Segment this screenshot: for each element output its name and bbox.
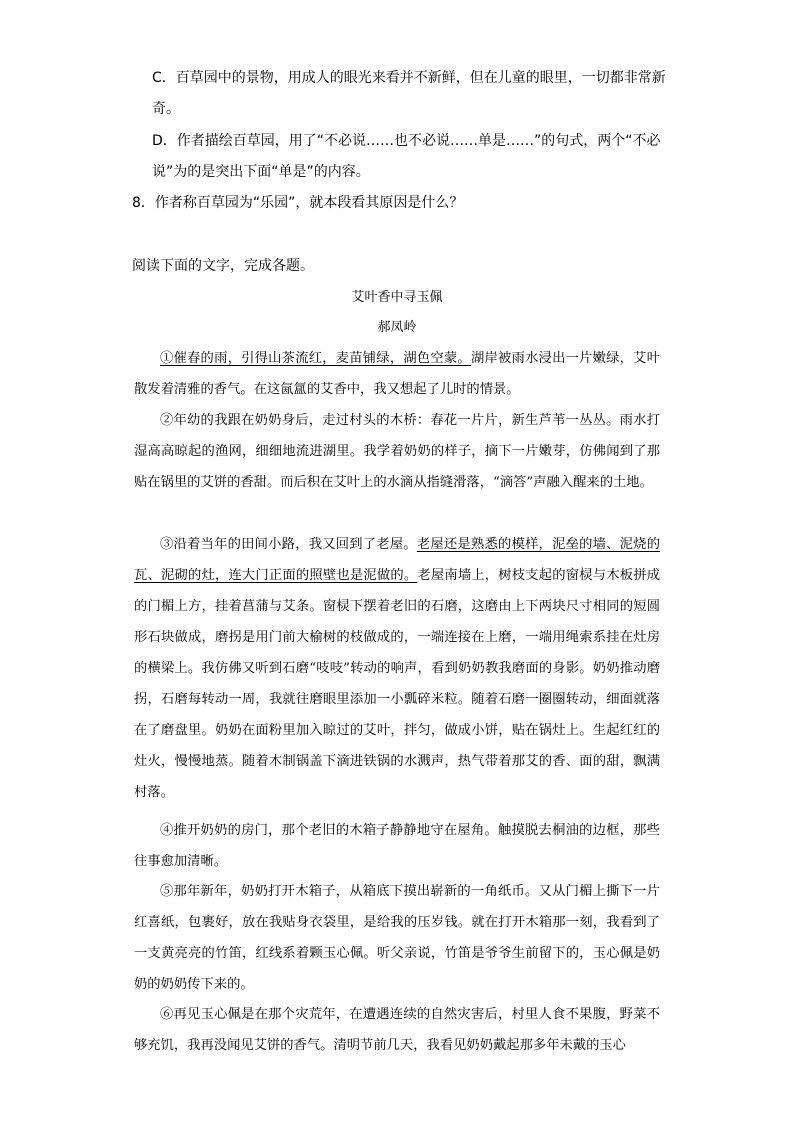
article-title: 艾叶香中寻玉佩 [351,290,443,305]
paragraph-6 [134,999,660,1061]
paragraph-1-underlined: ①催春的雨，引得山茶流红，麦苗铺绿，湖色空蒙。 [160,351,471,366]
question-8: 8．作者称百草园为“乐园”，就本段看其原因是什么？ [132,195,464,211]
paragraph-3-text: 老屋南墙上，树枝支起的窗棂与木板拼成的门楣上方，挂着菖蒲与艾条。窗棂下摆着老旧的石磨，这磨由上下两块尺寸相同的短圆形石块做成，磨拐是用门前大榆树的枝做成的，一端连接在上磨，一端用绳索系挂在灶房的横梁上。我仿佛又听到石磨“吱吱”转动的响声，看到奶奶教我磨面的身影。奶奶推动磨拐，石磨每转动一周，我就往磨眼里添加一小瓢碎米粒。随着石磨一圈圈转动，细面就落在了磨盘里。奶奶在面粉里加入晾过的艾叶，拌匀，做成小饼，贴在锅灶上。生起红红的灶火，慢慢地蒸。随着木制锅盖下滴进铁锅的水溅声，热气带着那艾的香、面的甜，飘满村落。 [134,568,661,800]
paragraph-2-text: ②年幼的我跟在奶奶身后，走过村头的木桥：春花一片片，新生芦苇一丛丛。雨水打湿高高晾起的渔网，细细地流进湖里。我学着奶奶的样子，摘下一片嫩芽，仿佛闻到了那贴在锅里的艾饼的香甜。而后积在艾叶上的水滴从指缝滑落，“滴答”声融入醒来的土地。 [134,413,660,490]
reading-instruction: 阅读下面的文字，完成各题。 [132,258,314,274]
paragraph-4 [134,815,660,877]
paragraph-3 [134,529,660,808]
paragraph-1-text: 湖岸被雨水浸出一片嫩绿，艾叶散发着清雅的香气。在这氤氲的艾香中，我又想起了儿时的情景。 [134,351,661,397]
paragraph-3-underlined: 老屋还是熟悉的模样，泥垒的墙、泥烧的瓦、泥砌的灶，连大门正面的照壁也是泥做的。 [134,537,661,583]
paragraph-1 [134,343,660,405]
option-d-line1: D．作者描绘百草园，用了“不必说……也不必说……单是……”的句式，两个“不必 [152,133,661,149]
article-author: 郝凤岭 [377,320,417,335]
paragraph-6-text: ⑥再见玉心佩是在那个灾荒年，在遭遇连续的自然灾害后，村里人食不果腹，野菜不够充饥，我再没闻见艾饼的香气。清明节前几天，我看见奶奶戴起那多年未戴的玉心 [134,1007,660,1053]
paragraph-3-start: ③沿着当年的田间小路，我又回到了老屋。 [160,537,417,552]
paragraph-2 [134,405,660,498]
paragraph-4-text: ④推开奶奶的房门，那个老旧的木箱子静静地守在屋角。触摸脱去桐油的边框，那些往事愈加清晰。 [134,823,660,869]
option-c-line1: C．百草园中的景物，用成人的眼光来看并不新鲜，但在儿童的眼里，一切都非常新 [152,70,666,86]
paragraph-5 [134,876,660,1000]
paragraph-5-text: ⑤那年新年，奶奶打开木箱子，从箱底下摸出崭新的一角纸币。又从门楣上撕下一片红喜纸，包裹好，放在我贴身衣袋里，是给我的压岁钱。就在打开木箱那一刻，我看到了一支黄亮亮的竹笛，红线系着颗玉心佩。听父亲说，竹笛是爷爷生前留下的，玉心佩是奶奶的奶奶传下来的。 [134,884,660,992]
option-d-line2: 说”为的是突出下面“单是”的内容。 [152,164,370,180]
option-c-line2: 奇。 [152,101,180,117]
